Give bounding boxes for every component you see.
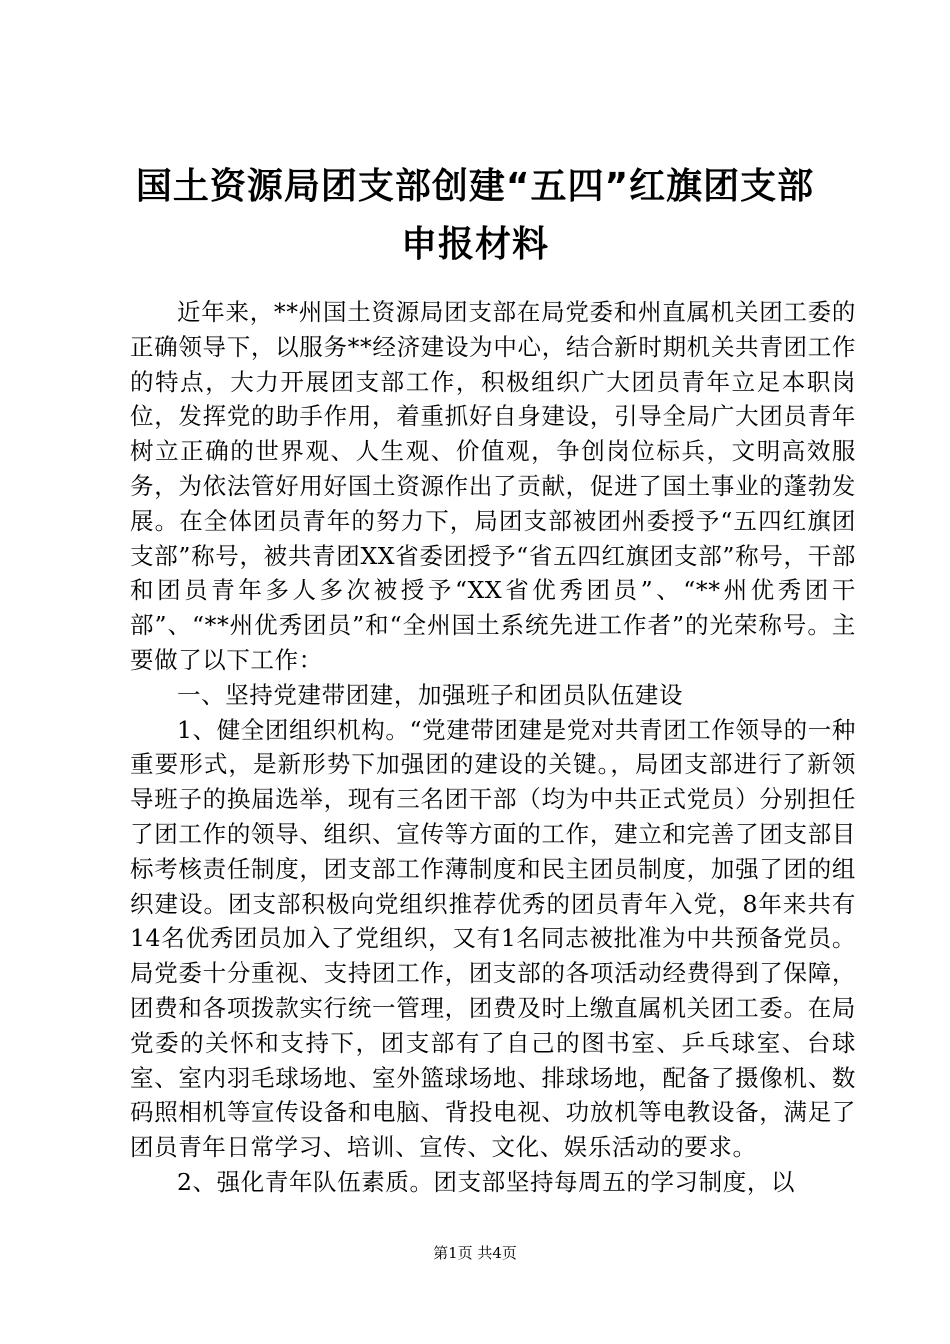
document-title: 国土资源局团支部创建“五四”红旗团支部申报材料: [135, 166, 815, 265]
paragraph-item-2: 2、强化青年队伍素质。团支部坚持每周五的学习制度，以: [177, 1167, 796, 1196]
paragraph-intro: 近年来，**州国土资源局团支部在局党委和州直属机关团工委的正确领导下，以服务**经济建设为中心，结合新时期机关共青团工作的特点，大力开展团支部工作，积极组织广大团员青年立足本职岗位，发挥党的助手作用，着重抓好自身建设，引导全局广大团员青年树立正确的世界观、人生观、价值观，争创岗位标兵，文明高效服务，为依法管好用好国土资源作出了贡献，促进了国土事业的蓬勃发展。在全体团员青年的努力下，局团支部被团州委授予“五四红旗团支部”称号，被共青团XX省委团授予“省五四红旗团支部”称号，干部和团员青年多人多次被授予“XX省优秀团员”、“**州优秀团干部”、“**州优秀团员”和“全州国土系统先进工作者”的光荣称号。主要做了以下工作：: [130, 298, 856, 674]
document-body: [130, 295, 856, 1200]
paragraph-item-1: 1、健全团组织机构。“党建带团建是党对共青团工作领导的一种重要形式，是新形势下加强团的建设的关键。，局团支部进行了新领导班子的换届选举，现有三名团干部（均为中共正式党员）分别担任了团工作的领导、组织、宣传等方面的工作，建立和完善了团支部目标考核责任制度，团支部工作薄制度和民主团员制度，加强了团的组织建设。团支部积极向党组织推荐优秀的团员青年入党，8年来共有14名优秀团员加入了党组织，又有1名同志被批准为中共预备党员。局党委十分重视、支持团工作，团支部的各项活动经费得到了保障，团费和各项拨款实行统一管理，团费及时上缴直属机关团工委。在局党委的关怀和支持下，团支部有了自己的图书室、乒乓球室、台球室、室内羽毛球场地、室外篮球场地、排球场地，配备了摄像机、数码照相机等宣传设备和电脑、背投电视、功放机等电教设备，满足了团员青年日常学习、培训、宣传、文化、娱乐活动的要求。: [130, 715, 856, 1162]
section-heading-1: 一、坚持党建带团建，加强班子和团员队伍建设: [177, 680, 684, 709]
page-footer: 第1页 共4页: [433, 1244, 517, 1262]
